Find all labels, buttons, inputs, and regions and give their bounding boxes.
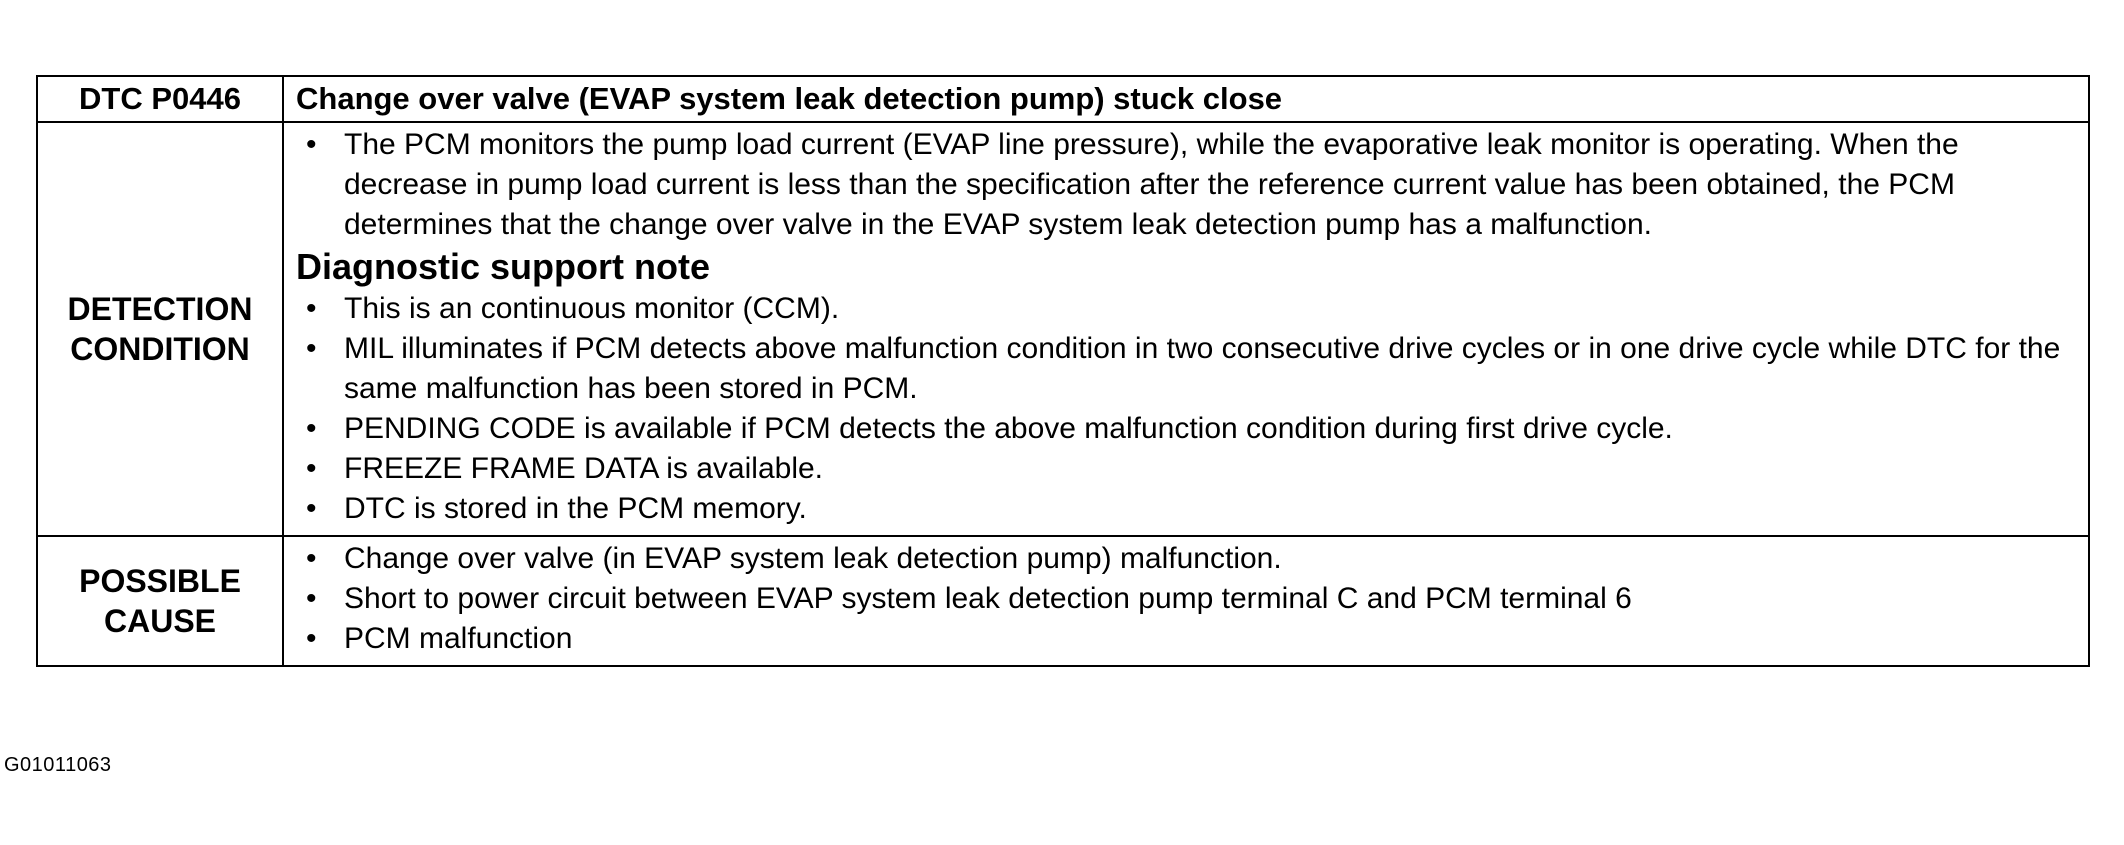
diagnostic-note-heading: Diagnostic support note <box>296 246 710 287</box>
cause-item: • Short to power circuit between EVAP system leak detection pump terminal C and PCM terminal 6 <box>296 579 2078 619</box>
possible-cause-label-line1: POSSIBLE <box>79 563 241 599</box>
possible-cause-label <box>37 536 283 666</box>
detection-label <box>37 122 283 536</box>
note-item: • FREEZE FRAME DATA is available. <box>296 449 2078 489</box>
detection-list <box>296 125 2078 245</box>
cause-item: • Change over valve (in EVAP system leak detection pump) malfunction. <box>296 539 2078 579</box>
diagnostic-note-list <box>296 289 2078 529</box>
header-row <box>37 76 2089 122</box>
dtc-table <box>36 75 2090 667</box>
note-item: • MIL illuminates if PCM detects above malfunction condition in two consecutive drive cycles or in one drive cycle while DTC for the same malfunction has been stored in PCM. <box>296 329 2078 409</box>
dtc-code: DTC P0446 <box>37 76 283 122</box>
possible-cause-content <box>283 536 2089 666</box>
detection-label-line2: CONDITION <box>70 331 250 367</box>
detection-item: • The PCM monitors the pump load current (EVAP line pressure), while the evaporative leak monitor is operating. When the decrease in pump load current is less than the specification after the reference current value has been obtained, the PCM determines that the change over valve in the EVAP system leak detection pump has a malfunction. <box>296 125 2078 245</box>
detection-row <box>37 122 2089 536</box>
cause-item: • PCM malfunction <box>296 619 2078 659</box>
possible-cause-label-line2: CAUSE <box>103 603 216 639</box>
detection-content <box>283 122 2089 536</box>
possible-cause-row <box>37 536 2089 666</box>
dtc-title: Change over valve (EVAP system leak detection pump) stuck close <box>283 76 2089 122</box>
note-item: • DTC is stored in the PCM memory. <box>296 489 2078 529</box>
possible-cause-list <box>296 539 2078 659</box>
note-item: • PENDING CODE is available if PCM detects the above malfunction condition during first drive cycle. <box>296 409 2078 449</box>
note-item: • This is an continuous monitor (CCM). <box>296 289 2078 329</box>
detection-label-line1: DETECTION <box>67 291 253 327</box>
figure-id: G01011063 <box>4 754 112 776</box>
